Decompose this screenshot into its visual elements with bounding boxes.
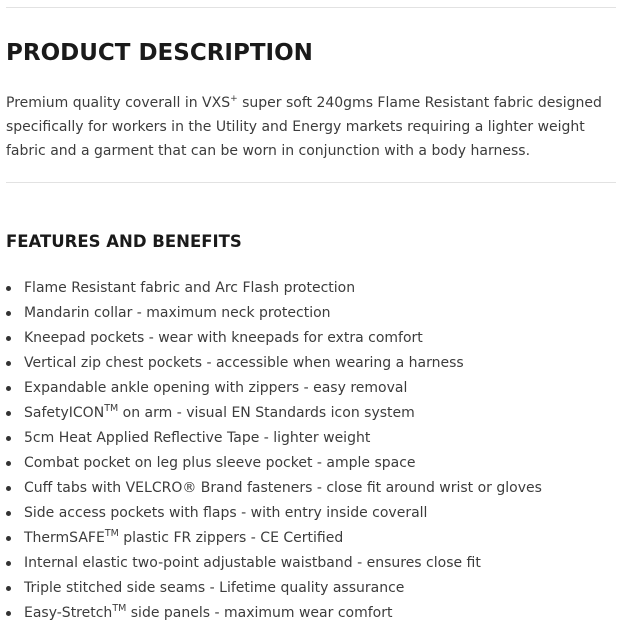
trademark-superscript: TM: [104, 403, 119, 414]
bullet-icon: [6, 461, 11, 466]
feature-item: [0, 376, 542, 401]
feature-text-continued: on arm - visual EN Standards icon system: [118, 405, 415, 421]
feature-item: [0, 526, 542, 551]
bullet-icon: [6, 286, 11, 291]
feature-item: [0, 326, 542, 351]
feature-text: Triple stitched side seams - Lifetime quality assurance: [24, 580, 405, 596]
feature-text: Cuff tabs with VELCRO® Brand fasteners - close fit around wrist or gloves: [24, 480, 542, 496]
bullet-icon: [6, 586, 11, 591]
feature-text: Side access pockets with flaps - with entry inside coverall: [24, 505, 428, 521]
feature-item: [0, 276, 542, 301]
feature-text: Vertical zip chest pockets - accessible when wearing a harness: [24, 355, 464, 371]
bullet-icon: [6, 536, 11, 541]
description-part-2: super soft 240gms Flame Resistant fabric designed specifically for workers in the Utility and Energy markets requiring a lighter weight fabric and a garment that can be worn in conjunction with a body harness.: [6, 95, 602, 159]
feature-text: Mandarin collar - maximum neck protection: [24, 305, 331, 321]
feature-text: ThermSAFE: [24, 530, 105, 546]
bullet-icon: [6, 486, 11, 491]
feature-item: [0, 351, 542, 376]
product-description-text: [6, 91, 618, 163]
top-divider: [6, 7, 616, 8]
feature-text: Internal elastic two-point adjustable waistband - ensures close fit: [24, 555, 481, 571]
feature-item: [0, 601, 542, 626]
trademark-superscript: TM: [104, 528, 119, 539]
bullet-icon: [6, 411, 11, 416]
description-superscript: +: [230, 94, 238, 104]
bullet-icon: [6, 336, 11, 341]
bullet-icon: [6, 511, 11, 516]
section-divider: [6, 182, 616, 183]
product-description-heading: PRODUCT DESCRIPTION: [6, 40, 313, 66]
trademark-superscript: TM: [112, 603, 127, 614]
feature-text: 5cm Heat Applied Reflective Tape - lighter weight: [24, 430, 371, 446]
bullet-icon: [6, 311, 11, 316]
feature-text-continued: plastic FR zippers - CE Certified: [118, 530, 344, 546]
feature-item: [0, 576, 542, 601]
description-part-1: Premium quality coverall in VXS: [6, 95, 231, 111]
features-heading: FEATURES AND BENEFITS: [6, 232, 242, 251]
bullet-icon: [6, 361, 11, 366]
feature-item: [0, 551, 542, 576]
feature-text: Combat pocket on leg plus sleeve pocket - ample space: [24, 455, 416, 471]
features-list: [0, 276, 542, 626]
feature-item: [0, 426, 542, 451]
feature-item: [0, 476, 542, 501]
feature-item: [0, 451, 542, 476]
feature-text-continued: side panels - maximum wear comfort: [126, 605, 393, 621]
feature-item: [0, 301, 542, 326]
bullet-icon: [6, 386, 11, 391]
feature-text: Flame Resistant fabric and Arc Flash protection: [24, 280, 356, 296]
feature-text: Expandable ankle opening with zippers - easy removal: [24, 380, 408, 396]
feature-item: [0, 501, 542, 526]
feature-text: Kneepad pockets - wear with kneepads for extra comfort: [24, 330, 423, 346]
feature-text: SafetyICON: [24, 405, 105, 421]
bullet-icon: [6, 611, 11, 616]
bullet-icon: [6, 561, 11, 566]
feature-item: [0, 401, 542, 426]
feature-text: Easy-Stretch: [24, 605, 113, 621]
bullet-icon: [6, 436, 11, 441]
